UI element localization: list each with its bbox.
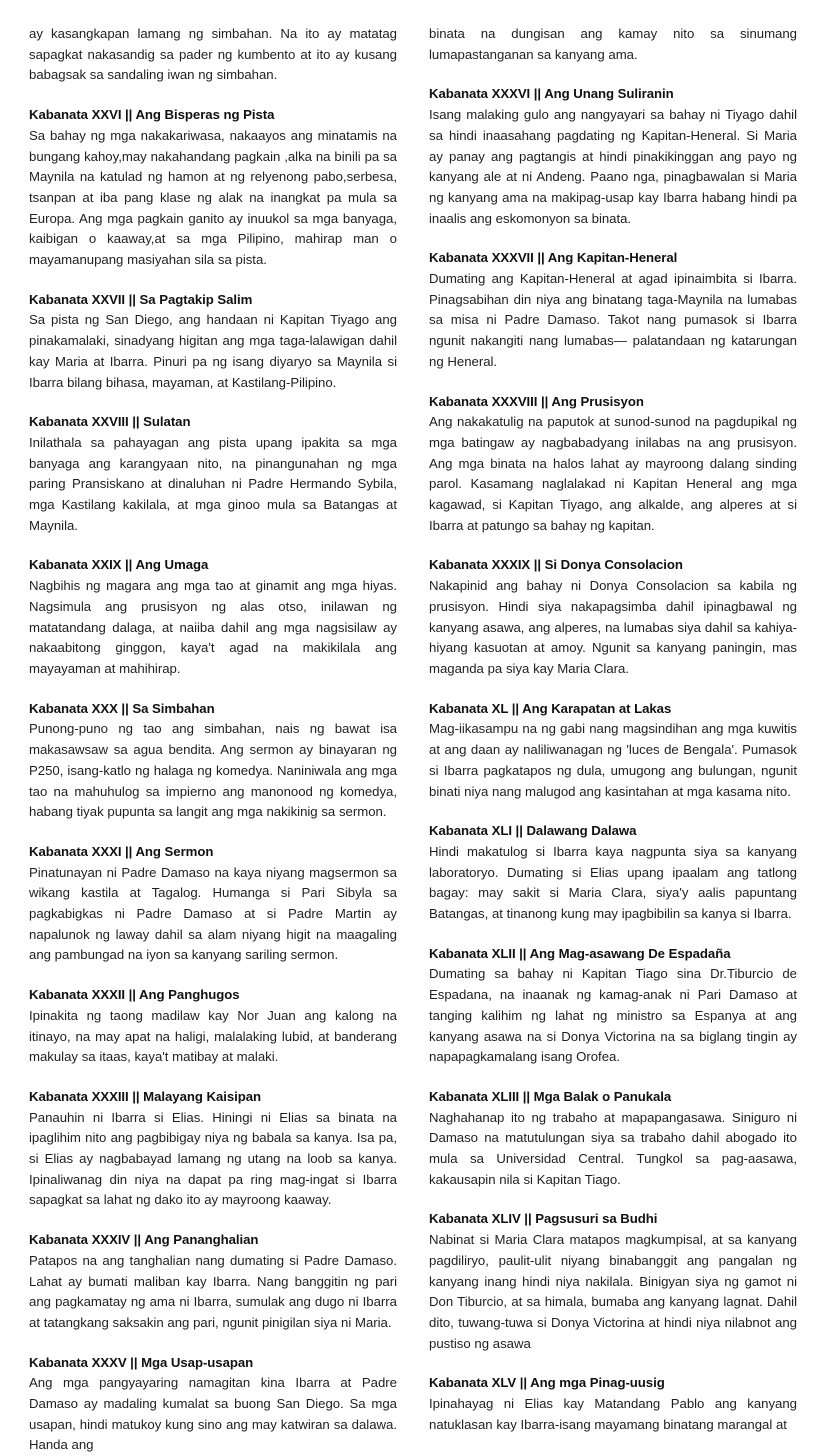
chapter-heading: Kabanata XXVI || Ang Bisperas ng Pista xyxy=(29,107,275,123)
chapter-heading: Kabanata XXXIX || Si Donya Consolacion xyxy=(429,557,683,573)
chapter-body: Pinatunayan ni Padre Damaso na kaya niyang magsermon sa wikang kastila at Tagalog. Humanga si Pari Sibyla sa pagkabigkas ni Padre Damaso at si Padre Martin ay napalunok ng laway dahil sa alam niyang higit na maagaling ang pambungad na iyon sa kanyang sariling sermon. xyxy=(29,864,397,963)
chapter-heading: Kabanata XXXII || Ang Panghugos xyxy=(29,987,240,1003)
chapter-section xyxy=(429,248,797,372)
chapter-body: Isang malaking gulo ang nangyayari sa bahay ni Tiyago dahil sa hindi inaasahang pagdating ng Kapitan-Heneral. Si Maria ay panay ang pagtangis at hindi pinakikinggan ang payo ng kanyang ale at ni Andeng. Paano nga, pinagbawalan si Maria ng kanyang ama na makipag-usap kay Ibarra habang hindi pa inaalis ang eskomonyon sa binata. xyxy=(429,107,797,226)
paragraph-text: binata na dungisan ang kamay nito sa sinumang lumapastanganan sa kanyang ama. xyxy=(429,26,797,62)
chapter-body: Sa pista ng San Diego, ang handaan ni Kapitan Tiyago ang pinakamalaki, sinadyang higitan ang mga taga-lalawigan dahil kay Maria at Ibarra. Pinuri pa ng isang diyaryo sa Maynila si Ibarra bilang bihasa, mayaman, at Kastilang-Pilipino. xyxy=(29,312,397,390)
chapter-body: Nabinat si Maria Clara matapos magkumpisal, at sa kanyang pagdiliryo, paulit-ulit niyang binabanggit ang pangalan ng kanyang inang hindi niya nakilala. Binigyan siya ng gamot ni Don Tiburcio, at sa himala, bumaba ang kanyang lagnat. Dahil dito, tuwang-tuwa si Donya Victorina at hindi niya nilabnot ang pustiso ng asawa xyxy=(429,1232,797,1351)
chapter-body: Ipinakita ng taong madilaw kay Nor Juan ang kalong na itinayo, na may apat na haligi, malalaking lubid, at banderang makulay sa itaas, kaya't matibay at malaki. xyxy=(29,1007,397,1065)
chapter-section xyxy=(429,1087,797,1191)
chapter-heading: Kabanata XXXVII || Ang Kapitan-Heneral xyxy=(429,250,678,266)
chapter-body: Hindi makatulog si Ibarra kaya nagpunta siya sa kanyang laboratoryo. Dumating si Elias upang ipaalam ang tatlong bagay: may sakit si Maria Clara, siya'y aalis papuntang Batangas, at tinanong kung may ipagbibilin sa kanya si Ibarra. xyxy=(429,843,797,922)
chapter-heading: Kabanata XXXVIII || Ang Prusisyon xyxy=(429,393,644,409)
chapter-section xyxy=(429,392,797,537)
chapter-section xyxy=(29,412,397,536)
chapter-heading: Kabanata XXX || Sa Simbahan xyxy=(29,700,215,716)
chapter-heading: Kabanata XXXVI || Ang Unang Suliranin xyxy=(429,86,674,102)
chapter-section xyxy=(429,1373,797,1435)
chapter-section xyxy=(29,1353,397,1456)
chapter-heading: Kabanata XLII || Ang Mag-asawang De Espadaña xyxy=(429,945,731,961)
chapter-heading: Kabanata XXIX || Ang Umaga xyxy=(29,557,209,573)
chapter-body: Nagbihis ng magara ang mga tao at ginamit ang mga hiyas. Nagsimula ang prusisyon ng alas otso, inilawan ng matatandang dalaga, at naiiba dahil ang mga nagsisilaw ay nakaabitong ginggon, kaya't agad na makikilala ang mayayaman at mahihirap. xyxy=(29,578,397,676)
chapter-heading: Kabanata XLIII || Mga Balak o Panukala xyxy=(429,1088,672,1104)
chapter-section xyxy=(29,555,397,679)
chapter-heading: Kabanata XXXV || Mga Usap-usapan xyxy=(29,1354,254,1370)
chapter-body: Sa bahay ng mga nakakariwasa, nakaayos ang minatamis na bungang kahoy,may nakahandang pagkain ,alka na binili pa sa Maynila na katulad ng hamon at ng relyenong pabo,serbesa, tsanpan at iba pang klase ng alak na inangkat pa mula sa Europa. Ang mga pagkain ganito ay inuukol sa mga banyaga, kaibigan o kaaway,at sa mga Pilipino, mahirap man o mayamanupang masiyahan sila sa pista. xyxy=(29,127,397,268)
chapter-heading: Kabanata XXVIII || Sulatan xyxy=(29,414,191,430)
continuation-paragraph xyxy=(429,24,797,65)
chapter-section xyxy=(429,1209,797,1354)
chapter-heading: Kabanata XXXIII || Malayang Kaisipan xyxy=(29,1088,262,1104)
chapter-section xyxy=(29,105,397,271)
paragraph-text: ay kasangkapan lamang ng simbahan. Na ito ay matatag sapagkat nakasandig sa pader ng kumbento at ito ay kusang babagsak sa sandaling iwan ng simbahan. xyxy=(29,26,397,83)
chapter-body: Dumating sa bahay ni Kapitan Tiago sina Dr.Tiburcio de Espadana, na inaanak ng kamag-anak ni Pari Damaso at tanging kalihim ng lahat ng ministro sa Espanya at ang kanyang asawa na si Donya Victorina na sa biglang tingin ay napapagkamalang isang Orofea. xyxy=(429,966,797,1065)
chapter-heading: Kabanata XXXI || Ang Sermon xyxy=(29,843,214,859)
chapter-body: Nakapinid ang bahay ni Donya Consolacion sa kabila ng prusisyon. Hindi siya nakapagsimba dahil ipinagbawal ng kanyang asawa, ang alperes, na lumabas siya dahil sa kahiya-hiyang kasuotan at amoy. Ngunit sa kanyang paningin, mas maganda pa siya kay Maria Clara. xyxy=(429,578,797,676)
chapter-heading: Kabanata XXXIV || Ang Pananghalian xyxy=(29,1232,259,1248)
chapter-body: Dumating ang Kapitan-Heneral at agad ipinaimbita si Ibarra. Pinagsabihan din niya ang binatang taga-Maynila na lumabas sa misa ni Padre Damaso. Takot nang pumasok si Ibarra ngunit nakangiti nang lumabas— palatandaan ng katarungan ng Heneral. xyxy=(429,271,797,369)
chapter-body: Naghahanap ito ng trabaho at mapapangasawa. Siniguro ni Damaso na matutulungan siya sa trabaho dahil abogado ito mula sa Universidad Central. Tungkol sa pag-aasawa, kakausapin nila si Kapitan Tiago. xyxy=(429,1109,797,1187)
chapter-section xyxy=(29,290,397,394)
chapter-heading: Kabanata XLI || Dalawang Dalawa xyxy=(429,823,637,839)
chapter-section xyxy=(29,1230,397,1334)
chapter-section xyxy=(429,84,797,229)
chapter-section xyxy=(429,555,797,679)
chapter-section xyxy=(29,1087,397,1211)
chapter-heading: Kabanata XLIV || Pagsusuri sa Budhi xyxy=(429,1211,658,1227)
chapter-heading: Kabanata XL || Ang Karapatan at Lakas xyxy=(429,700,672,716)
left-column xyxy=(29,24,397,1456)
chapter-body: Panauhin ni Ibarra si Elias. Hiningi ni Elias sa binata na ipaglihim nito ang pagbibigay niya ng babala sa kanya. Isa pa, si Elias ay nagbabayad lamang ng utang na loob sa kanya. Ipinaliwanag din niya na dapat pa ring mag-ingat si Ibarra sapagkat sa lahat ng dako ito ay mayroong kaaway. xyxy=(29,1109,397,1208)
chapter-body: Patapos na ang tanghalian nang dumating si Padre Damaso. Lahat ay bumati maliban kay Ibarra. Nang banggitin ng pari ang pagkamatay ng ama ni Ibarra, sumulak ang dugo ni Ibarra at tatangkang saksakin ang pari, ngunit pinigilan siya ni Maria. xyxy=(29,1252,397,1330)
chapter-section xyxy=(29,985,397,1068)
right-column xyxy=(429,24,797,1435)
chapter-body: Ang mga pangyayaring namagitan kina Ibarra at Padre Damaso ay madaling kumalat sa buong San Diego. Sa mga usapan, hindi matukoy kung sino ang may katwiran sa dalawa. Handa ang xyxy=(29,1375,397,1453)
chapter-body: Punong-puno ng tao ang simbahan, nais ng bawat isa makasawsaw sa agua bendita. Ang sermon ay binayaran ng P250, isang-katlo ng halaga ng komedya. Naniniwala ang mga tao na mahuhulog sa impierno ang manonood ng komedya, habang tiyak pupunta sa langit ang mga nakikinig sa sermon. xyxy=(29,721,397,820)
chapter-section xyxy=(429,944,797,1068)
chapter-section xyxy=(29,842,397,966)
chapter-heading: Kabanata XXVII || Sa Pagtakip Salim xyxy=(29,291,253,307)
chapter-section xyxy=(29,699,397,823)
chapter-body: Ipinahayag ni Elias kay Matandang Pablo ang kanyang natuklasan kay Ibarra-isang mayamang binatang marangal at xyxy=(429,1396,797,1432)
two-column-layout xyxy=(29,24,797,1453)
chapter-section xyxy=(429,821,797,925)
chapter-body: Inilathala sa pahayagan ang pista upang ipakita sa mga banyaga ang karangyaan nito, na pinangunahan ng mga paring Pransiskano at dinaluhan ni Padre Hermando Sybila, mga Kastilang kakilala, at mga ginoo mula sa Batangas at Maynila. xyxy=(29,434,397,533)
chapter-body: Ang nakakatulig na paputok at sunod-sunod na pagdupikal ng mga batingaw ay nagbabadyang inilabas na ang prusisyon. Ang mga binata na halos lahat ay mayroong dalang sinding parol. Kasamang naglalakad ni Kapitan Heneral ang mga kagawad, si Kapitan Tiyago, ang alkalde, ang alperes at si Ibarra at patungo sa bahay ng kapitan. xyxy=(429,414,797,533)
chapter-heading: Kabanata XLV || Ang mga Pinag-uusig xyxy=(429,1375,665,1391)
continuation-paragraph xyxy=(29,24,397,86)
chapter-body: Mag-iikasampu na ng gabi nang magsindihan ang mga kuwitis at ang daan ay naliliwanagan ng 'luces de Bengala'. Pumasok si Ibarra pagkatapos ng dula, umugong ang bulungan, ngunit binati niya nang malugod ang kasintahan at mga kasama nito. xyxy=(429,721,797,799)
chapter-section xyxy=(429,699,797,803)
